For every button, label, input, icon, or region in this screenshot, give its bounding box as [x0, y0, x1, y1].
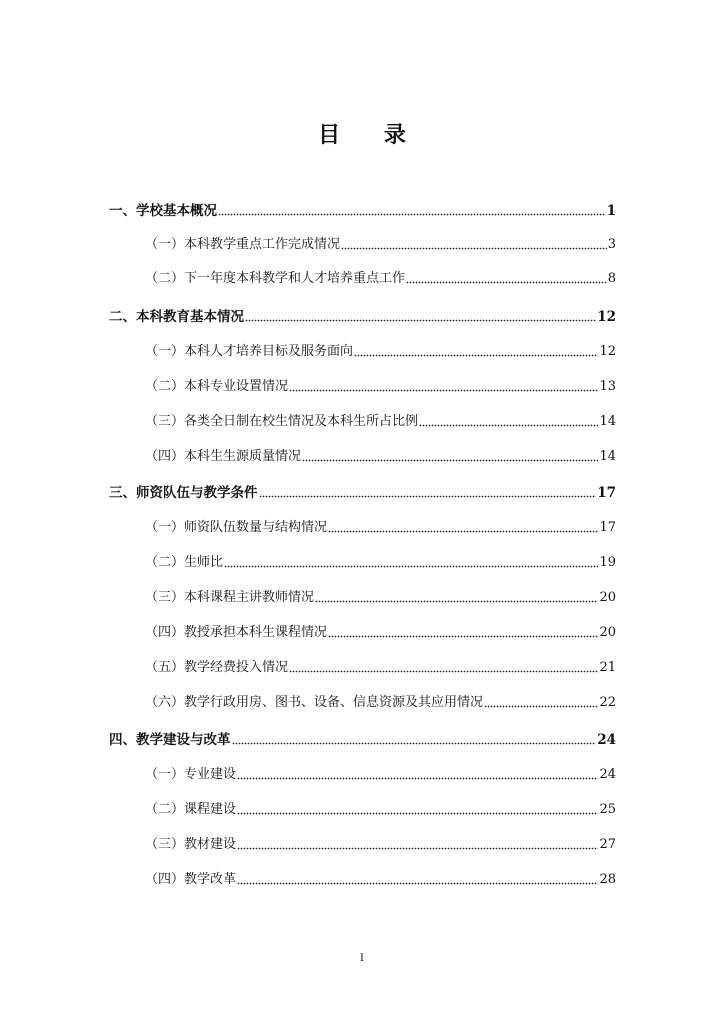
toc-leader-dots [232, 735, 597, 745]
toc-leader-dots [259, 488, 597, 498]
toc-leader-dots [245, 312, 596, 322]
toc-entry-page: 22 [599, 695, 616, 710]
toc-entry[interactable] [145, 694, 616, 712]
toc-entry[interactable] [145, 836, 616, 854]
toc-entry-label: （一）本科教学重点工作完成情况 [145, 237, 341, 252]
toc-entry-page: 14 [599, 414, 616, 429]
toc-leader-dots [237, 840, 598, 850]
toc-entry-page: 20 [599, 590, 616, 605]
toc-leader-dots [484, 698, 598, 708]
toc-entry[interactable] [145, 589, 616, 607]
toc-entry[interactable] [109, 484, 616, 502]
toc-entry-page: 24 [597, 732, 616, 748]
toc-entry[interactable] [145, 343, 616, 361]
toc-entry-page: 24 [599, 767, 616, 782]
toc-entry-label: 四、教学建设与改革 [109, 732, 231, 748]
toc-entry-label: （四）本科生生源质量情况 [145, 449, 302, 464]
toc-entry-label: （一）师资队伍数量与结构情况 [145, 520, 328, 535]
toc-entry-label: （四）教授承担本科生课程情况 [145, 625, 328, 640]
toc-leader-dots [328, 628, 598, 638]
toc-entry-label: （五）教学经费投入情况 [145, 660, 289, 675]
toc-entry-label: （一）本科人才培养目标及服务面向 [145, 344, 354, 359]
toc-leader-dots [237, 805, 598, 815]
toc-leader-dots [237, 875, 598, 885]
toc-entry-page: 19 [599, 555, 616, 570]
toc-entry-label: （三）本科课程主讲教师情况 [145, 590, 315, 605]
toc-entry[interactable] [145, 378, 616, 396]
toc-entry-page: 17 [599, 520, 616, 535]
toc-leader-dots [224, 558, 598, 568]
toc-entry-label: 一、学校基本概况 [109, 203, 217, 219]
toc-entry-page: 12 [599, 344, 616, 359]
toc-entry-page: 1 [606, 203, 616, 219]
toc-leader-dots [302, 452, 598, 462]
toc-entry-page: 27 [599, 837, 616, 852]
toc-entry[interactable] [145, 871, 616, 889]
toc-entry[interactable] [109, 308, 616, 326]
toc-entry-page: 28 [599, 872, 616, 887]
toc-entry-label: （一）专业建设 [145, 767, 237, 782]
toc-entry-page: 25 [599, 802, 616, 817]
toc-entry[interactable] [145, 801, 616, 819]
toc-leader-dots [419, 417, 598, 427]
toc-entry[interactable] [145, 624, 616, 642]
toc-leader-dots [237, 770, 598, 780]
toc-entry[interactable] [109, 731, 616, 749]
toc-entry[interactable] [145, 413, 616, 431]
toc-entry-page: 17 [597, 485, 616, 501]
toc-leader-dots [328, 523, 598, 533]
toc-entry[interactable] [145, 270, 616, 288]
toc-entry-page: 3 [607, 237, 616, 252]
toc-entry[interactable] [145, 236, 616, 254]
toc-entry-page: 21 [599, 660, 616, 675]
toc-leader-dots [218, 206, 606, 216]
toc-leader-dots [289, 663, 598, 673]
toc-entry[interactable] [145, 519, 616, 537]
toc-entry-label: （二）下一年度本科教学和人才培养重点工作 [145, 271, 406, 286]
toc-entry-label: （二）本科专业设置情况 [145, 379, 289, 394]
toc-entry-label: （二）课程建设 [145, 802, 237, 817]
toc-leader-dots [289, 382, 598, 392]
toc-entry-page: 14 [599, 449, 616, 464]
toc-entry-label: （三）教材建设 [145, 837, 237, 852]
page-title: 目 录 [318, 123, 424, 148]
toc-entry[interactable] [145, 448, 616, 466]
toc-entry-label: （四）教学改革 [145, 872, 237, 887]
toc-entry-page: 20 [599, 625, 616, 640]
toc-entry-label: 二、本科教育基本情况 [109, 309, 244, 325]
toc-leader-dots [354, 347, 598, 357]
toc-entry-label: （二）生师比 [145, 555, 224, 570]
toc-leader-dots [341, 240, 607, 250]
toc-entry[interactable] [109, 202, 616, 220]
toc-entry-label: （三）各类全日制在校生情况及本科生所占比例 [145, 414, 419, 429]
toc-entry-page: 8 [607, 271, 616, 286]
footer-page-number: I [360, 953, 364, 964]
toc-leader-dots [315, 593, 598, 603]
toc-entry[interactable] [145, 554, 616, 572]
toc-entry-label: （六）教学行政用房、图书、设备、信息资源及其应用情况 [145, 695, 484, 710]
toc-entry-label: 三、师资队伍与教学条件 [109, 485, 258, 501]
toc-entry-page: 12 [597, 309, 616, 325]
toc-entry-page: 13 [599, 379, 616, 394]
toc-entry[interactable] [145, 766, 616, 784]
toc-leader-dots [406, 274, 607, 284]
toc-entry[interactable] [145, 659, 616, 677]
